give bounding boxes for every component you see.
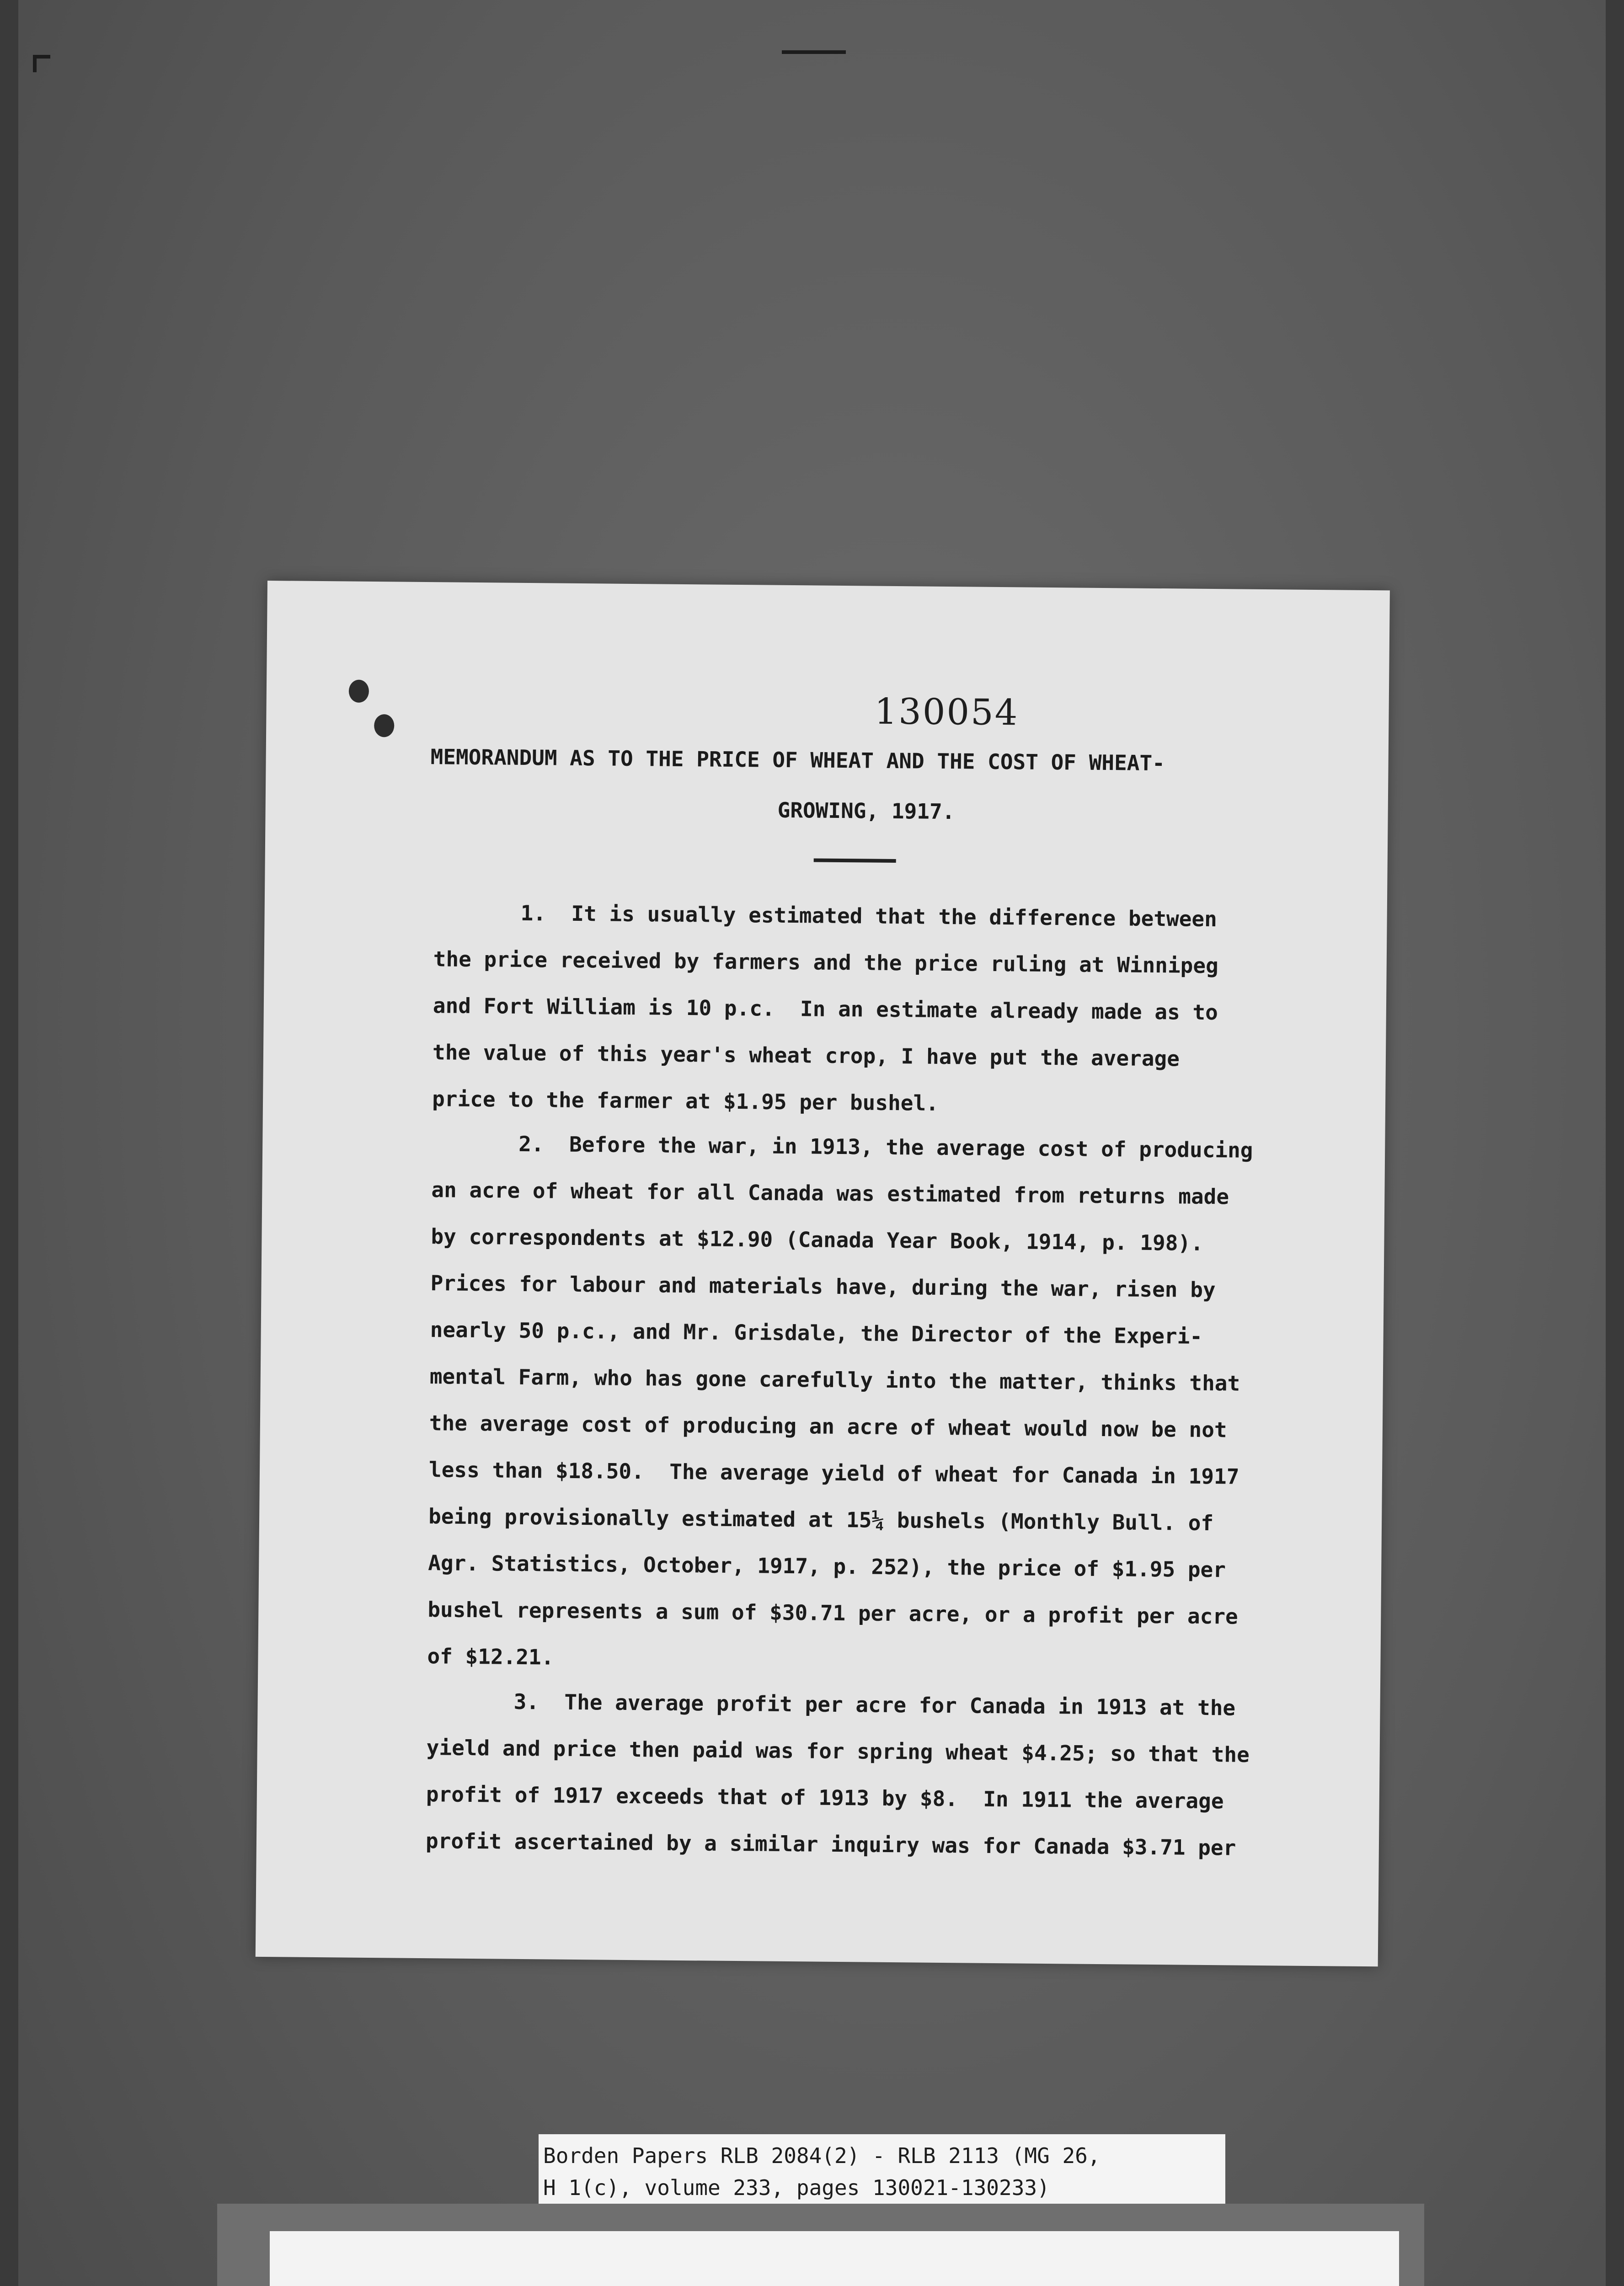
memorandum-page [256,581,1390,1966]
body-line: 1. It is usually estimated that the difference between [520,900,1218,932]
reference-label [539,2134,1225,2212]
body-line: the value of this year's wheat crop, I have put the average [432,1040,1180,1071]
film-top-mark [782,50,846,54]
archive-card [270,2231,1399,2286]
body-line: and Fort William is 10 p.c. In an estimate already made as to [433,993,1218,1025]
body-line: profit ascertained by a similar inquiry was for Canada $3.71 per [425,1828,1236,1860]
punch-hole [349,680,369,703]
body-line: less than $18.50. The average yield of wheat for Canada in 1917 [428,1457,1239,1489]
body-line: yield and price then paid was for spring wheat $4.25; so that the [426,1735,1250,1767]
title-rule [814,858,896,863]
film-edge-left [0,0,18,2286]
reference-label-line-1: Borden Papers RLB 2084(2) - RLB 2113 (MG 26, [543,2143,1100,2168]
body-line: by correspondents at $12.90 (Canada Year Book, 1914, p. 198). [431,1224,1204,1255]
body-line: 2. Before the war, in 1913, the average cost of producing [518,1131,1253,1163]
body-line: an acre of wheat for all Canada was estimated from returns made [431,1177,1229,1209]
body-line: being provisionally estimated at 15¼ bushels (Monthly Bull. of [428,1504,1214,1536]
document-number: 130054 [874,691,1019,734]
film-corner-mark [33,55,50,72]
punch-hole [374,714,394,737]
body-line: mental Farm, who has gone carefully into the matter, thinks that [429,1364,1240,1396]
body-line: the average cost of producing an acre of wheat would now be not [429,1410,1227,1442]
document-title-line-1: MEMORANDUM AS TO THE PRICE OF WHEAT AND THE COST OF WHEAT- [430,744,1165,776]
body-line: profit of 1917 exceeds that of 1913 by $8. In 1911 the average [426,1782,1224,1814]
body-line: nearly 50 p.c., and Mr. Grisdale, the Director of the Experi- [430,1317,1203,1349]
document-title-line-2: GROWING, 1917. [777,797,955,824]
body-line: bushel represents a sum of $30.71 per acre, or a profit per acre [427,1597,1238,1629]
reference-label-line-2: H 1(c), volume 233, pages 130021-130233) [543,2175,1050,2200]
body-line: of $12.21. [427,1644,554,1670]
body-line: Prices for labour and materials have, during the war, risen by [430,1271,1216,1303]
body-line: 3. The average profit per acre for Canada in 1913 at the [513,1689,1236,1720]
body-line: price to the farmer at $1.95 per bushel. [432,1086,939,1116]
body-line: Agr. Statistics, October, 1917, p. 252), the price of $1.95 per [428,1550,1226,1582]
film-edge-right [1606,0,1624,2286]
body-line: the price received by farmers and the price ruling at Winnipeg [433,946,1219,978]
